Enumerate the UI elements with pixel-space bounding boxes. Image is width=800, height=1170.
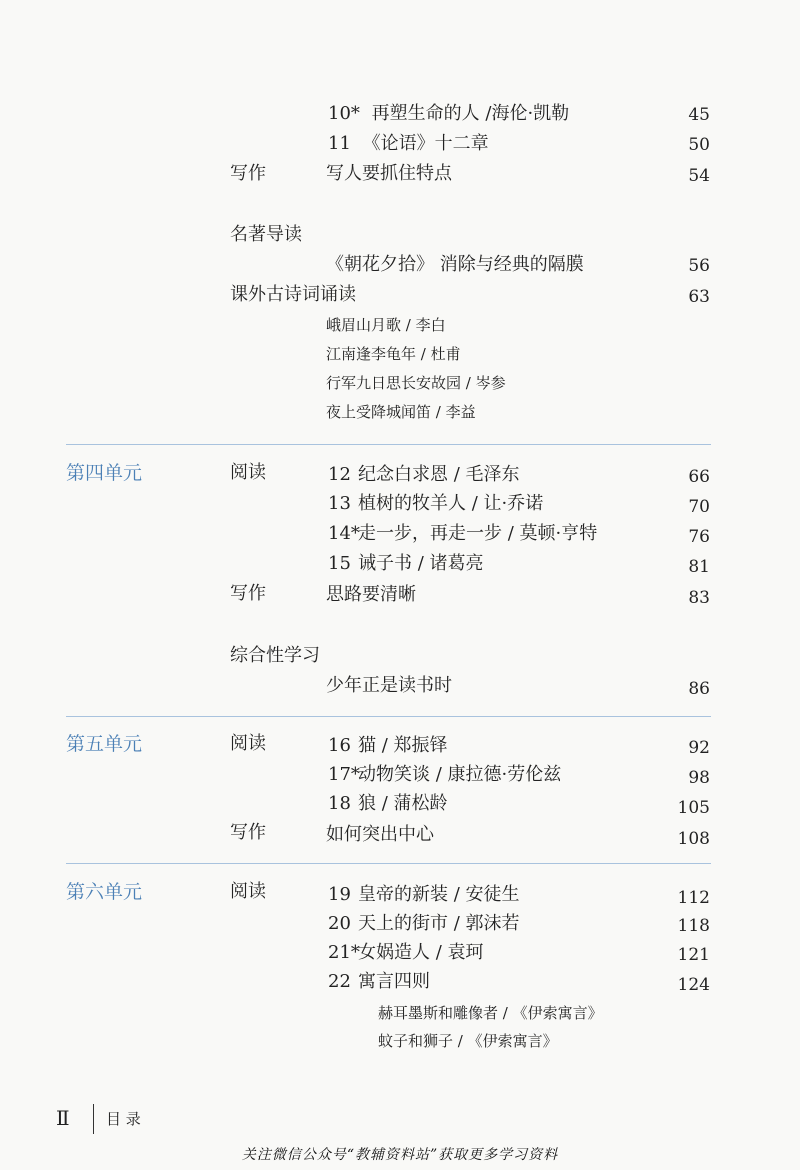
toc-entry-12[interactable] (328, 464, 520, 486)
lesson-number: 15 (328, 553, 351, 574)
lesson-author: 海伦·凯勒 (491, 103, 570, 124)
separator: / (448, 884, 466, 905)
lesson-number: 19 (328, 884, 351, 905)
lesson-number: 11 (328, 133, 351, 154)
poem-item[interactable] (326, 373, 506, 393)
lesson-author: 毛泽东 (465, 464, 520, 485)
toc-entry-14[interactable] (328, 523, 597, 545)
lesson-title: 植树的牧羊人 (358, 493, 466, 514)
page-number: 86 (688, 679, 710, 699)
watermark-note: 关注微信公众号“教辅资料站”获取更多学习资料 (241, 1147, 559, 1163)
separator: / (485, 103, 492, 124)
lesson-number: 10* (328, 103, 360, 124)
lesson-title: 再塑生命的人 (371, 103, 480, 124)
page-number: 124 (677, 975, 710, 995)
lesson-number: 17* (328, 764, 360, 785)
footer-label: 目 录 (106, 1110, 141, 1128)
poem-item[interactable] (326, 344, 461, 364)
lesson-title: 女娲造人 (358, 942, 430, 963)
lesson-title: 诫子书 (358, 553, 412, 574)
toc-entry-11[interactable] (328, 133, 489, 155)
toc-entry-17[interactable] (328, 764, 561, 786)
writing-label: 写作 (230, 583, 266, 604)
comprehensive-label: 综合性学习 (230, 645, 320, 666)
toc-entry-18[interactable] (328, 793, 448, 815)
fable-title: 赫耳墨斯和雕像者 (378, 1004, 499, 1022)
lesson-author: 诸葛亮 (429, 553, 484, 574)
poems-label: 课外古诗词诵读 (230, 284, 356, 305)
page-number: 83 (688, 588, 710, 608)
writing-label: 写作 (230, 822, 266, 843)
page-number: 70 (688, 497, 710, 517)
separator: / (453, 1032, 468, 1050)
lesson-number: 20 (328, 913, 351, 934)
lesson-title: 动物笑谈 (358, 764, 430, 785)
footer-page-number: Ⅱ (56, 1106, 70, 1130)
toc-entry-comprehensive[interactable]: 少年正是读书时 (326, 675, 452, 696)
separator: / (448, 913, 466, 934)
lesson-author: 郑振铎 (393, 735, 448, 756)
page-number: 56 (688, 256, 710, 276)
reading-label: 阅读 (230, 733, 266, 754)
lesson-title: 《论语》十二章 (362, 133, 489, 154)
fable-source: 《伊索寓言》 (512, 1004, 603, 1022)
lesson-author: 康拉德·劳伦兹 (447, 764, 562, 785)
reading-label: 阅读 (230, 462, 266, 483)
page-number: 118 (677, 916, 710, 936)
poem-title: 夜上受降城闻笛 (326, 403, 432, 421)
toc-entry-classics[interactable]: 《朝花夕拾》 消除与经典的隔膜 (326, 254, 584, 275)
fable-item[interactable] (378, 1031, 558, 1051)
page-number: 108 (677, 829, 710, 849)
section-divider (66, 863, 711, 864)
footer-divider (93, 1104, 94, 1134)
lesson-number: 14* (328, 523, 360, 544)
lesson-number: 13 (328, 493, 351, 514)
lesson-author: 郭沫若 (465, 913, 520, 934)
poem-author: 岑参 (475, 374, 506, 392)
separator: / (461, 374, 476, 392)
page-number: 105 (677, 798, 710, 818)
poem-item[interactable] (326, 402, 476, 422)
separator: / (430, 764, 448, 785)
toc-entry-22[interactable] (328, 971, 430, 993)
lesson-title: 寓言四则 (358, 971, 430, 992)
separator: / (431, 403, 446, 421)
lesson-author: 莫顿·亨特 (519, 523, 598, 544)
toc-entry-16[interactable] (328, 735, 448, 757)
poem-title: 峨眉山月歌 (326, 316, 402, 334)
page-number: 50 (688, 135, 710, 155)
toc-entry-13[interactable] (328, 493, 543, 515)
lesson-number: 16 (328, 735, 351, 756)
poem-title: 行军九日思长安故园 (326, 374, 462, 392)
lesson-title: 皇帝的新装 (358, 884, 448, 905)
lesson-title: 天上的街市 (358, 913, 448, 934)
lesson-title: 走一步，再走一步 (358, 523, 502, 544)
fable-title: 蚊子和狮子 (378, 1032, 454, 1050)
separator: / (466, 493, 484, 514)
page-number: 98 (688, 768, 710, 788)
lesson-title: 狼 (358, 793, 376, 814)
page-number: 54 (688, 166, 710, 186)
poem-title: 江南逢李龟年 (326, 345, 417, 363)
lesson-number: 12 (328, 464, 351, 485)
toc-entry-21[interactable] (328, 942, 484, 964)
reading-label: 阅读 (230, 881, 266, 902)
toc-entry-20[interactable] (328, 913, 520, 935)
separator: / (416, 345, 431, 363)
lesson-number: 18 (328, 793, 351, 814)
lesson-author: 安徒生 (465, 884, 520, 905)
poem-author: 李白 (415, 316, 446, 334)
unit-title-5: 第五单元 (66, 733, 143, 755)
page-number: 63 (688, 287, 710, 307)
poem-author: 杜甫 (430, 345, 461, 363)
writing-label: 写作 (230, 163, 266, 184)
toc-entry-10[interactable] (328, 103, 569, 125)
lesson-title: 纪念白求恩 (358, 464, 448, 485)
toc-entry-writing-5[interactable]: 如何突出中心 (326, 824, 434, 845)
classics-label: 名著导读 (230, 224, 302, 245)
poem-item[interactable] (326, 315, 446, 335)
page-number: 112 (677, 888, 710, 908)
toc-entry-writing-4[interactable]: 思路要清晰 (326, 584, 416, 605)
separator: / (376, 735, 394, 756)
page-number: 121 (677, 945, 710, 965)
page-number: 92 (688, 738, 710, 758)
fable-item[interactable] (378, 1003, 603, 1023)
page-number: 76 (688, 527, 710, 547)
poem-author: 李益 (445, 403, 476, 421)
page-number: 81 (688, 557, 710, 577)
section-divider (66, 716, 711, 717)
lesson-number: 22 (328, 971, 351, 992)
separator: / (376, 793, 394, 814)
lesson-author: 让·乔诺 (483, 493, 544, 514)
fable-source: 《伊索寓言》 (467, 1032, 558, 1050)
separator: / (502, 523, 520, 544)
lesson-title: 猫 (358, 735, 376, 756)
lesson-number: 21* (328, 942, 360, 963)
separator: / (412, 553, 430, 574)
separator: / (498, 1004, 513, 1022)
toc-entry-15[interactable] (328, 553, 484, 575)
separator: / (430, 942, 448, 963)
section-divider (66, 444, 711, 445)
unit-title-6: 第六单元 (66, 881, 143, 903)
unit-title-4: 第四单元 (66, 462, 143, 484)
separator: / (448, 464, 466, 485)
separator: / (401, 316, 416, 334)
lesson-author: 袁珂 (447, 942, 484, 963)
toc-entry-writing-1[interactable]: 写人要抓住特点 (326, 163, 452, 184)
page-number: 66 (688, 467, 710, 487)
lesson-author: 蒲松龄 (393, 793, 448, 814)
toc-entry-19[interactable] (328, 884, 520, 906)
page-number: 45 (688, 105, 710, 125)
